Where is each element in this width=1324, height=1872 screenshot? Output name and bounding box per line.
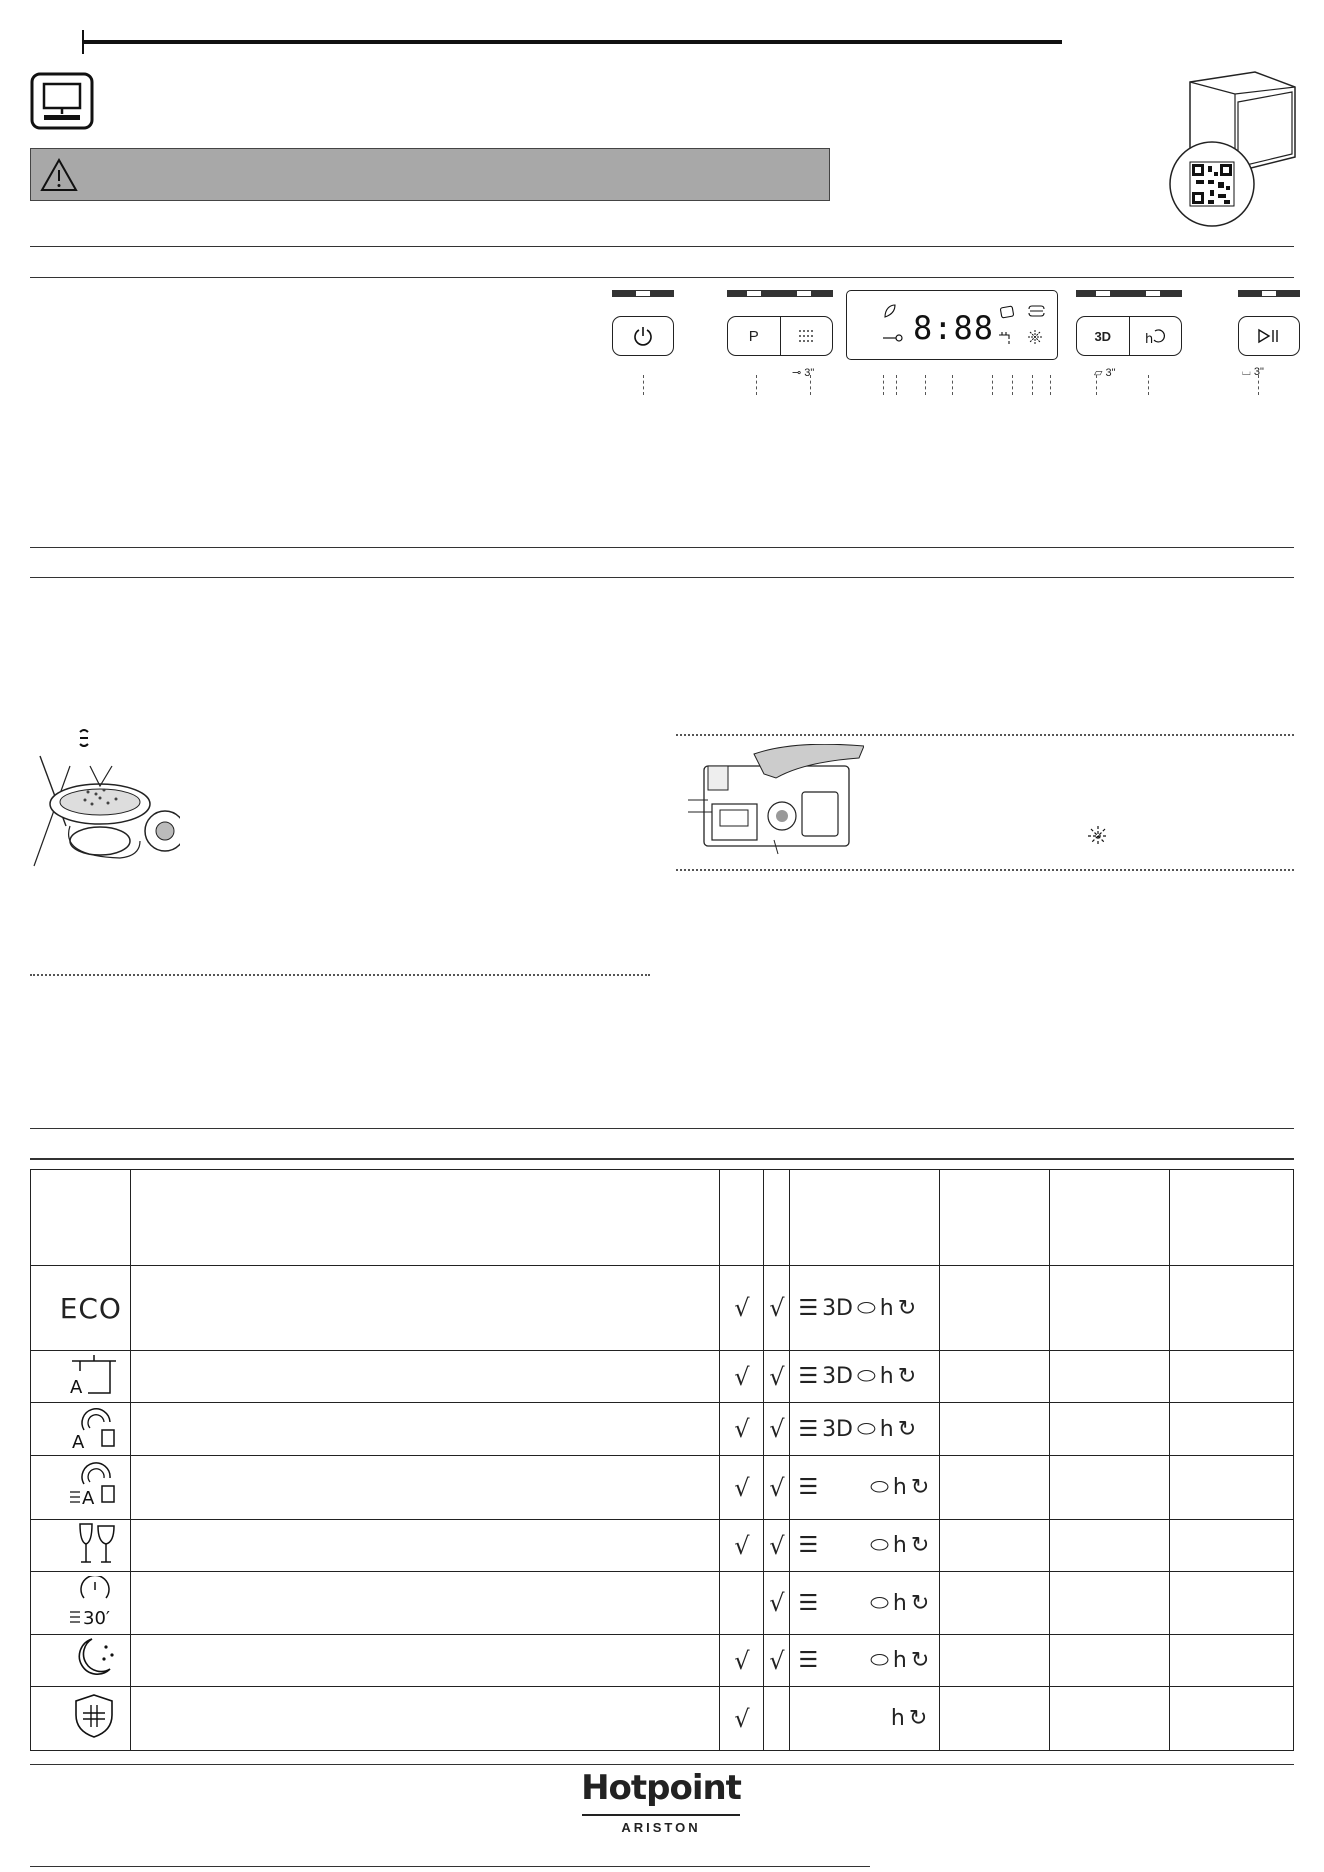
callout-line <box>896 375 897 395</box>
value-cell <box>940 1572 1050 1635</box>
svg-text:h: h <box>1145 332 1154 346</box>
water-tap-icon <box>997 329 1017 347</box>
callout-line <box>643 375 644 395</box>
program-description <box>130 1687 719 1751</box>
delay-icon: h <box>892 1590 907 1616</box>
value-cell <box>940 1456 1050 1520</box>
program-description <box>130 1266 719 1351</box>
check-cell: √ <box>764 1351 790 1403</box>
value-cell <box>1170 1520 1294 1572</box>
tablet-icon: ⬭ <box>857 1295 876 1321</box>
svg-text:A: A <box>71 1431 85 1450</box>
svg-text:A: A <box>69 1377 83 1397</box>
delay-icon: h <box>892 1533 907 1558</box>
callout-line <box>1032 375 1033 395</box>
play-pause-icon <box>1257 328 1281 344</box>
options-cell: ☰ 3D ⬭ h ↻ <box>790 1266 940 1351</box>
program-description <box>130 1403 719 1456</box>
table-header-cell <box>1050 1170 1170 1266</box>
svg-text:30′: 30′ <box>82 1607 110 1626</box>
check-cell: √ <box>764 1520 790 1572</box>
value-cell <box>1050 1635 1170 1687</box>
check-cell: √ <box>764 1266 790 1351</box>
salt-refill-illustration <box>30 726 180 876</box>
value-cell <box>1170 1403 1294 1456</box>
callout-line <box>952 375 953 395</box>
tablet-icon: ⬭ <box>870 1590 889 1616</box>
program-icon-cell <box>31 1403 131 1456</box>
dotted-divider <box>30 974 650 976</box>
delay-icon: h <box>892 1648 907 1673</box>
tablet-icon: ⬭ <box>870 1533 889 1558</box>
table-header-cell <box>790 1170 940 1266</box>
check-cell: √ <box>720 1351 764 1403</box>
callout-line <box>925 375 926 395</box>
value-cell <box>940 1351 1050 1403</box>
rapid-30-icon <box>66 1576 122 1626</box>
dishwasher-qr-illustration <box>1160 62 1300 232</box>
table-row <box>31 1572 1294 1635</box>
program-description <box>130 1635 719 1687</box>
tablet-icon: ▱ <box>1094 367 1103 379</box>
eco-leaf-icon <box>883 303 897 319</box>
delay-icon: h <box>890 1706 905 1731</box>
value-cell <box>1050 1351 1170 1403</box>
table-header-cell <box>720 1170 764 1266</box>
auto-icon <box>66 1404 122 1450</box>
program-icon-cell <box>31 1572 131 1635</box>
glass-icon <box>66 1520 122 1566</box>
check-cell: √ <box>764 1635 790 1687</box>
table-row <box>31 1520 1294 1572</box>
check-cell <box>720 1572 764 1635</box>
halfload-icon: ☰ <box>798 1475 819 1500</box>
tablet-hold-label: ▱ 3" <box>1094 367 1116 379</box>
program-description <box>130 1572 719 1635</box>
table-row <box>31 1351 1294 1403</box>
check-cell <box>764 1687 790 1751</box>
table-row <box>31 1266 1294 1351</box>
table-row <box>31 1635 1294 1687</box>
bottom-rule <box>30 1866 870 1867</box>
table-header-cell <box>1170 1170 1294 1266</box>
table-header-cell <box>130 1170 719 1266</box>
value-cell <box>1050 1403 1170 1456</box>
program-icon-cell <box>31 1456 131 1520</box>
value-cell <box>940 1520 1050 1572</box>
top-rule-tick <box>82 30 84 54</box>
program-description <box>130 1520 719 1572</box>
program-button-group <box>727 316 833 356</box>
delay-icon: h <box>879 1416 894 1442</box>
options-cell: ☰ 3D ⬭ h ↻ <box>790 1403 940 1456</box>
options-cell: ☰ ⬭ h ↻ <box>790 1572 940 1635</box>
value-cell <box>1050 1687 1170 1751</box>
warning-box <box>30 148 830 201</box>
key-icon: ⊸ <box>792 367 802 379</box>
section-rule <box>30 1764 1294 1765</box>
section-rule <box>30 577 1294 578</box>
time-display: 8:88 <box>913 309 995 347</box>
value-cell <box>940 1635 1050 1687</box>
options-cell: ☰ ⬭ h ↻ <box>790 1635 940 1687</box>
brand-logo <box>580 1768 742 1835</box>
value-cell <box>1170 1572 1294 1635</box>
check-cell: √ <box>764 1456 790 1520</box>
program-icon-cell <box>31 1520 131 1572</box>
monitor-icon <box>30 72 94 130</box>
section-rule <box>30 246 1294 247</box>
table-header-cell <box>940 1170 1050 1266</box>
check-cell: √ <box>764 1572 790 1635</box>
check-cell: √ <box>720 1520 764 1572</box>
section-rule <box>30 1128 1294 1129</box>
tablet-icon: ⬭ <box>870 1475 889 1500</box>
check-cell: √ <box>720 1266 764 1351</box>
value-cell <box>940 1687 1050 1751</box>
check-cell: √ <box>720 1456 764 1520</box>
section-rule <box>30 1158 1294 1160</box>
table-row <box>31 1456 1294 1520</box>
dotted-divider <box>676 869 1294 871</box>
program-description <box>130 1351 719 1403</box>
check-cell: √ <box>720 1687 764 1751</box>
warning-icon <box>39 157 79 193</box>
program-button[interactable]: P <box>728 317 781 355</box>
options-cell: ☰ ⬭ h ↻ <box>790 1456 940 1520</box>
value-cell <box>1050 1572 1170 1635</box>
power-icon <box>632 325 654 347</box>
value-cell <box>1170 1687 1294 1751</box>
top-rule <box>82 40 1062 44</box>
tablet-icon: ⬭ <box>857 1364 876 1389</box>
indicator-bar <box>1238 290 1300 297</box>
tablet-indicator-icon <box>999 305 1015 319</box>
3d-icon: 3D <box>822 1364 853 1389</box>
program-icon-cell <box>31 1351 131 1403</box>
auto-fast-icon <box>66 1462 122 1508</box>
detergent-dispenser-illustration <box>684 744 864 860</box>
program-description <box>130 1456 719 1520</box>
half-load-hold-label: ⊸ 3" <box>792 367 815 379</box>
delay-button[interactable] <box>1130 317 1182 355</box>
value-cell <box>1170 1351 1294 1403</box>
power-button[interactable] <box>612 316 674 356</box>
value-cell <box>940 1403 1050 1456</box>
cancel-hold-label: ⌴ 3" <box>1242 366 1264 378</box>
callout-line <box>1012 375 1013 395</box>
section-rule <box>30 277 1294 278</box>
program-icon-cell <box>31 1635 131 1687</box>
indicator-bar <box>1076 290 1182 297</box>
svg-text:A: A <box>81 1488 95 1508</box>
options-cell: ☰ 3D ⬭ h ↻ <box>790 1351 940 1403</box>
value-cell <box>940 1266 1050 1351</box>
option-button-group <box>1076 316 1182 356</box>
section-rule <box>30 547 1294 548</box>
night-icon <box>66 1635 122 1681</box>
3d-icon: 3D <box>822 1295 853 1321</box>
tablet-icon: ⬭ <box>857 1416 876 1442</box>
programme-table <box>30 1169 1294 1751</box>
value-cell <box>1170 1266 1294 1351</box>
table-header-cell <box>764 1170 790 1266</box>
callout-line <box>756 375 757 395</box>
options-cell: h ↻ <box>790 1687 940 1751</box>
eco-icon: ECO <box>59 1291 122 1325</box>
check-cell: √ <box>720 1635 764 1687</box>
rinse-aid-indicator-icon <box>1027 329 1043 345</box>
dotted-divider <box>676 734 1294 736</box>
table-row <box>31 1687 1294 1751</box>
tablet-icon: ⬭ <box>870 1648 889 1673</box>
halfload-icon: ☰ <box>798 1416 819 1442</box>
table-header-cell <box>31 1170 131 1266</box>
halfload-icon: ☰ <box>798 1364 819 1389</box>
table-row <box>31 1403 1294 1456</box>
value-cell <box>1050 1266 1170 1351</box>
key-lock-icon <box>883 333 903 343</box>
callout-line <box>1258 375 1259 395</box>
value-cell <box>1050 1456 1170 1520</box>
three-d-button[interactable]: 3D <box>1077 317 1130 355</box>
sanitize-icon <box>66 1691 122 1741</box>
program-icon-cell <box>31 1266 131 1351</box>
rinse-aid-icon <box>1086 824 1110 848</box>
callout-line <box>992 375 993 395</box>
callout-line <box>1096 375 1097 395</box>
delay-icon: h <box>892 1475 907 1500</box>
callout-line <box>883 375 884 395</box>
brand-underline <box>582 1814 740 1816</box>
callout-line <box>1050 375 1051 395</box>
check-cell: √ <box>720 1403 764 1456</box>
callout-line <box>1148 375 1149 395</box>
half-load-button[interactable] <box>781 317 833 355</box>
indicator-bar <box>612 290 674 297</box>
cancel-icon: ⌴ <box>1242 366 1251 378</box>
callout-line <box>810 375 811 395</box>
brand-name: Hotpoint <box>581 1768 741 1808</box>
program-icon-cell <box>31 1687 131 1751</box>
salt-indicator-icon <box>1027 305 1045 317</box>
halfload-icon: ☰ <box>798 1648 819 1673</box>
delay-icon: h <box>879 1364 894 1389</box>
pot-icon <box>66 1351 122 1397</box>
brand-subname: ARISTON <box>621 1820 701 1835</box>
indicator-bar <box>727 290 833 297</box>
halfload-icon: ☰ <box>798 1533 819 1558</box>
table-header-row <box>31 1170 1294 1266</box>
check-cell: √ <box>764 1403 790 1456</box>
delay-icon <box>1144 326 1166 346</box>
3d-icon: 3D <box>822 1416 853 1442</box>
delay-icon: h <box>879 1295 894 1321</box>
value-cell <box>1170 1635 1294 1687</box>
display-panel <box>846 290 1058 360</box>
options-cell: ☰ ⬭ h ↻ <box>790 1520 940 1572</box>
halfload-icon: ☰ <box>798 1590 819 1616</box>
value-cell <box>1170 1456 1294 1520</box>
halfload-icon <box>796 327 816 345</box>
start-pause-button[interactable] <box>1238 316 1300 356</box>
value-cell <box>1050 1520 1170 1572</box>
halfload-icon: ☰ <box>798 1295 819 1321</box>
